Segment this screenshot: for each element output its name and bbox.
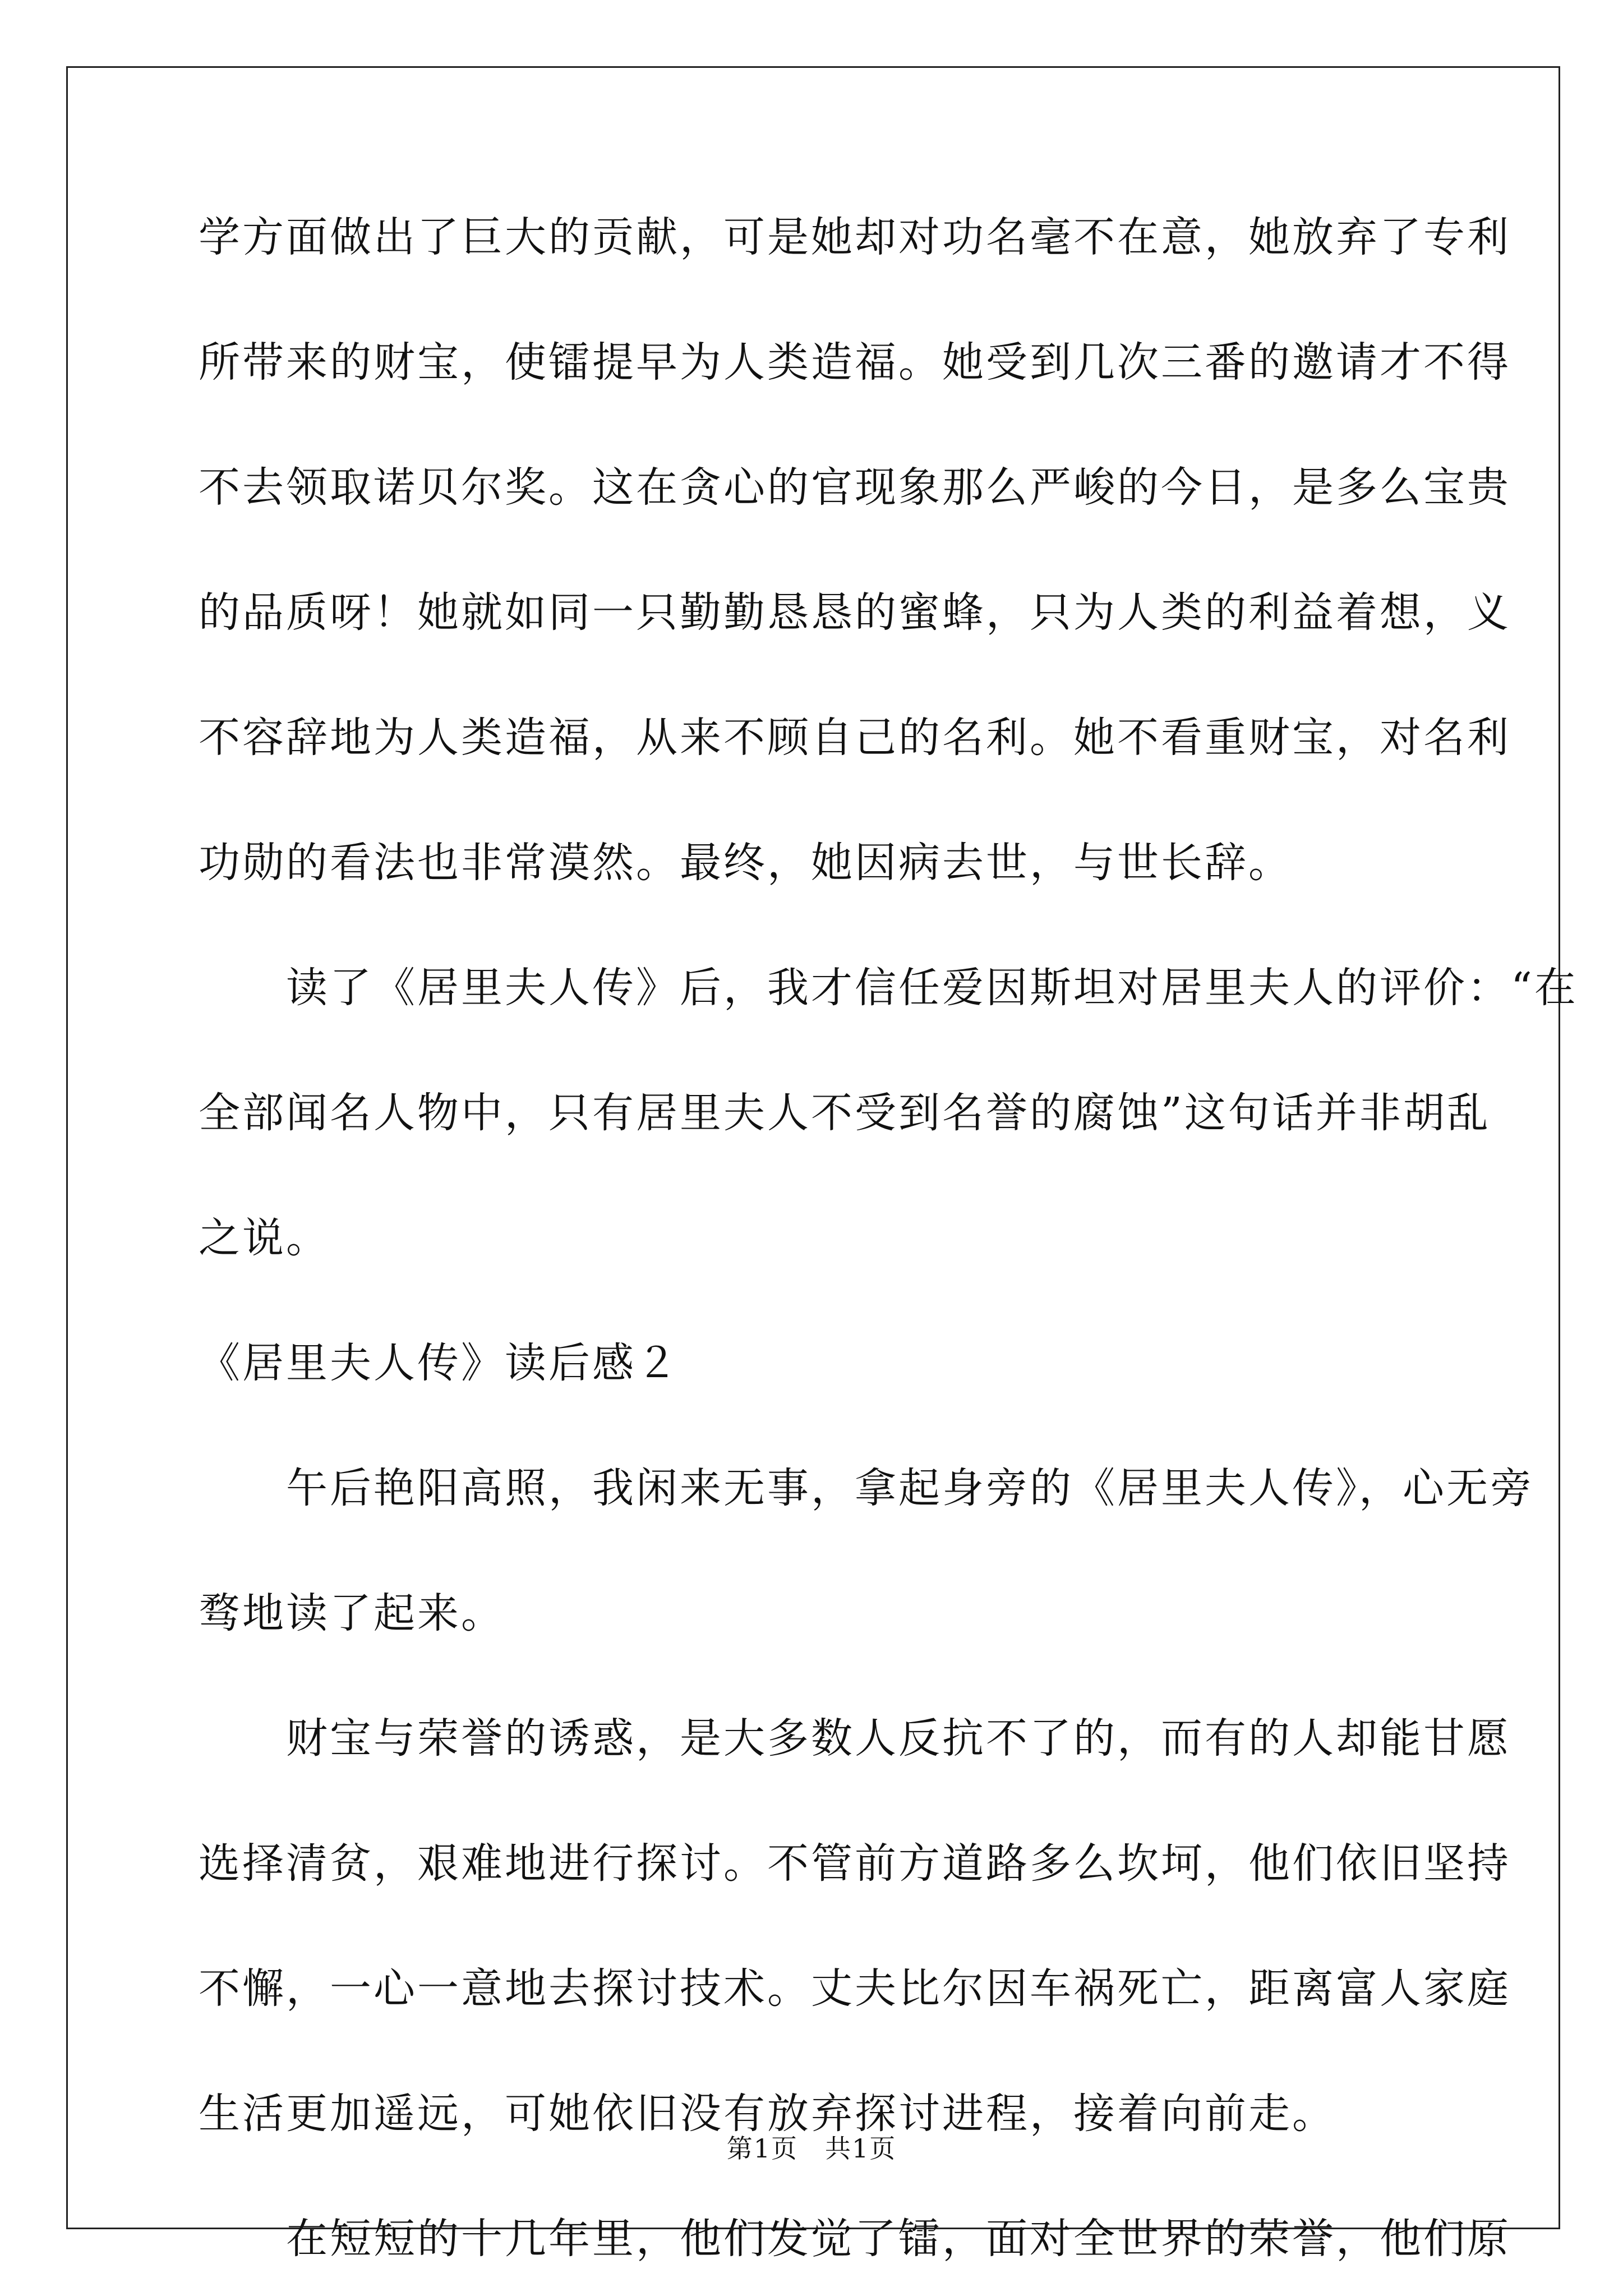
- text-line-9: 之说。: [199, 1214, 330, 1262]
- text-line-4: 的品质呀！她就如同一只勤勤恳恳的蜜蜂，只为人类的利益着想，义: [199, 588, 1511, 637]
- text-line-3: 不去领取诺贝尔奖。这在贪心的官现象那么严峻的今日，是多么宝贵: [199, 463, 1511, 512]
- text-line-14: 选择清贫，艰难地进行探讨。不管前方道路多么坎坷，他们依旧坚持: [199, 1839, 1511, 1888]
- text-line-1: 学方面做出了巨大的贡献，可是她却对功名毫不在意，她放弃了专利: [199, 213, 1511, 261]
- text-line-8: 全部闻名人物中，只有居里夫人不受到名誉的腐蚀”这句话并非胡乱: [199, 1089, 1491, 1137]
- text-line-13: 财宝与荣誉的诱惑，是大多数人反抗不了的，而有的人却能甘愿: [199, 1714, 1511, 1763]
- text-line-12: 骛地读了起来。: [199, 1589, 505, 1637]
- section-heading: 《居里夫人传》读后感２: [199, 1339, 680, 1387]
- text-line-6: 功勋的看法也非常漠然。最终，她因病去世，与世长辞。: [199, 839, 1292, 887]
- text-line-5: 不容辞地为人类造福，从来不顾自己的名利。她不看重财宝，对名利: [199, 714, 1511, 762]
- text-line-17: 在短短的十几年里，他们发觉了镭，面对全世界的荣誉，他们原: [199, 2215, 1511, 2263]
- page-number-footer: 第1页 共1页: [726, 2133, 897, 2164]
- text-line-16: 生活更加遥远，可她依旧没有放弃探讨进程，接着向前走。: [199, 2090, 1336, 2138]
- text-line-2: 所带来的财宝，使镭提早为人类造福。她受到几次三番的邀请才不得: [199, 338, 1511, 386]
- text-line-7: 读了《居里夫人传》后，我才信任爱因斯坦对居里夫人的评价：“在: [199, 964, 1578, 1012]
- text-line-15: 不懈，一心一意地去探讨技术。丈夫比尔因车祸死亡，距离富人家庭: [199, 1964, 1511, 2013]
- text-line-11: 午后艳阳高照，我闲来无事，拿起身旁的《居里夫人传》，心无旁: [199, 1464, 1534, 1512]
